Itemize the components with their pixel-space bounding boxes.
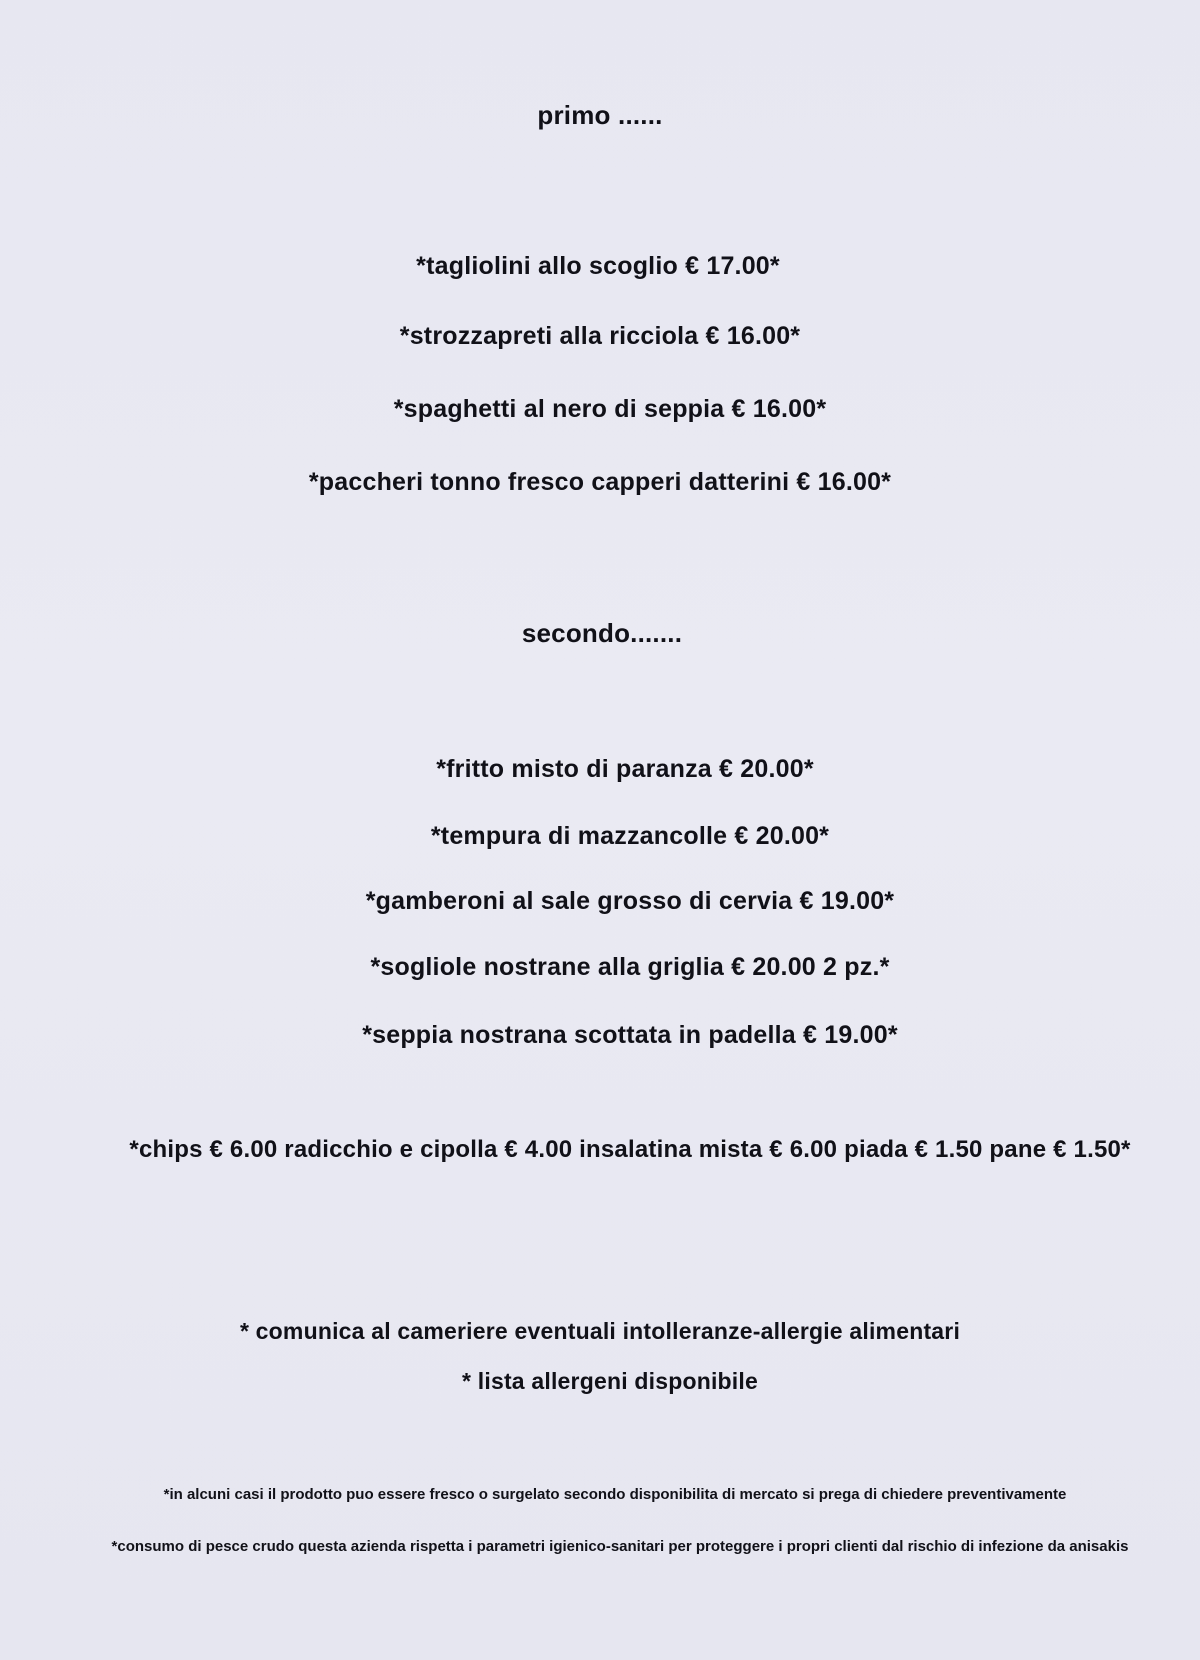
menu-item: *paccheri tonno fresco capperi datterini € 16.00* bbox=[308, 468, 892, 496]
section-heading-secondo: secondo....... bbox=[521, 618, 683, 648]
menu-item: *tagliolini allo scoglio € 17.00* bbox=[416, 252, 780, 280]
fine-print: *in alcuni casi il prodotto puo essere fresco o surgelato secondo disponibilita di mercato si prega di chiedere preventivamente bbox=[163, 1486, 1067, 1503]
menu-item: *strozzapreti alla ricciola € 16.00* bbox=[399, 322, 801, 350]
menu-item: *gamberoni al sale grosso di cervia € 19.00* bbox=[365, 887, 895, 915]
menu-item: *spaghetti al nero di seppia € 16.00* bbox=[393, 395, 827, 423]
menu-item: *fritto misto di paranza € 20.00* bbox=[436, 755, 814, 783]
fine-print: *consumo di pesce crudo questa azienda rispetta i parametri igienico-sanitari per proteggere i propri clienti dal rischio di infezione da anisakis bbox=[111, 1538, 1129, 1555]
side-dishes: *chips € 6.00 radicchio e cipolla € 4.00 insalatina mista € 6.00 piada € 1.50 pane € 1.50* bbox=[129, 1136, 1131, 1163]
section-heading-primo: primo ...... bbox=[537, 100, 663, 130]
menu-item: *sogliole nostrane alla griglia € 20.00 2 pz.* bbox=[370, 953, 890, 981]
menu-item: *seppia nostrana scottata in padella € 19.00* bbox=[362, 1021, 898, 1049]
allergy-note: * comunica al cameriere eventuali intolleranze-allergie alimentari bbox=[239, 1318, 961, 1344]
allergen-list-note: * lista allergeni disponibile bbox=[462, 1368, 758, 1394]
menu-item: *tempura di mazzancolle € 20.00* bbox=[430, 822, 830, 850]
